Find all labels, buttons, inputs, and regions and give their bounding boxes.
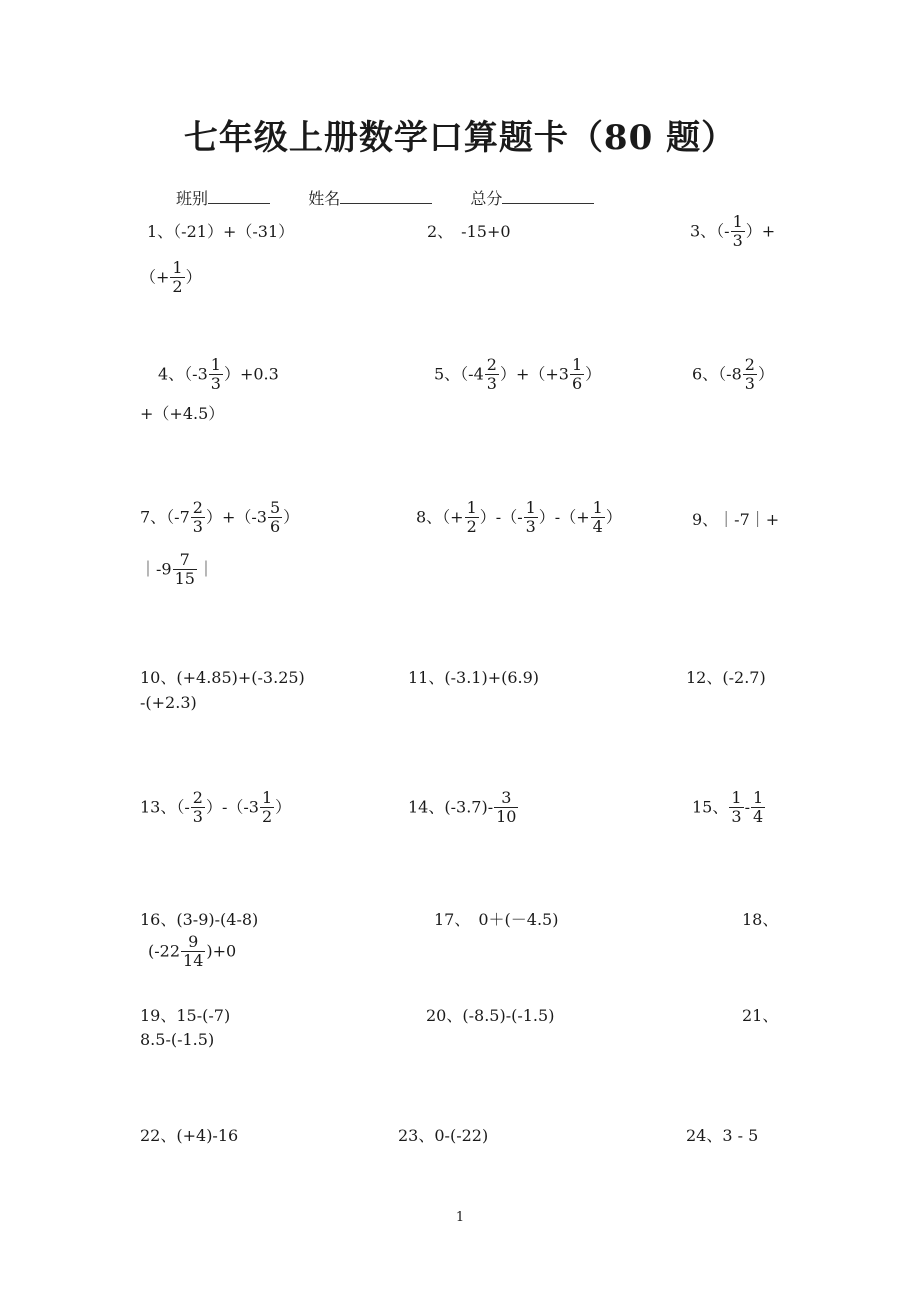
problem-10: 10、(+4.85)+(-3.25): [140, 668, 305, 687]
problem-22: 22、(+4)-16: [140, 1126, 239, 1145]
page-title: 七年级上册数学口算题卡（80 题）: [183, 118, 737, 158]
problem-4: 4、（-3 $\frac{1}{3}$ ）+0.3: [158, 355, 279, 393]
problem-20: 20、(-8.5)-(-1.5): [426, 1006, 555, 1025]
class-blank[interactable]: [208, 189, 270, 204]
problem-19-continued: 8.5-(-1.5): [140, 1030, 215, 1049]
problem-17: 17、 0＋(－4.5): [434, 910, 559, 929]
problem-10-continued: -(+2.3): [140, 693, 197, 712]
score-blank[interactable]: [502, 189, 594, 204]
problem-4-continued: +（+4.5）: [140, 404, 225, 423]
problem-18: 18、: [742, 910, 779, 929]
problem-21: 21、: [742, 1006, 779, 1025]
problem-8: 8、（+ $\frac{1}{2}$ ）-（- $\frac{1}{3}$ ）-（+ $\frac{1}{4}$ ）: [416, 498, 622, 536]
problem-15: 15、 $\frac{1}{3}$ - $\frac{1}{4}$: [692, 788, 764, 826]
problem-9-continued: ｜-9 $\frac{7}{15}$ ｜: [140, 550, 214, 588]
problem-19: 19、15-(-7): [140, 1006, 231, 1025]
problem-24: 24、3 - 5: [686, 1126, 759, 1145]
class-label: 班别: [176, 189, 209, 208]
student-info-fields: [176, 186, 594, 209]
problem-16-continued: (-22 $\frac{9}{14}$ )+0: [148, 932, 237, 970]
problem-2: 2、 -15+0: [427, 222, 511, 241]
problem-11: 11、(-3.1)+(6.9): [408, 668, 540, 687]
problem-3: 3、（- $\frac{1}{3}$ ）+: [690, 212, 776, 250]
name-blank[interactable]: [340, 189, 432, 204]
problem-14: 14、(-3.7)- $\frac{3}{10}$: [408, 788, 517, 826]
problem-7: 7、（-7 $\frac{2}{3}$ ）+（-3 $\frac{5}{6}$ ）: [140, 498, 300, 536]
problem-16: 16、(3-9)-(4-8): [140, 910, 259, 929]
problem-1: 1、（-21）+（-31）: [147, 222, 295, 241]
score-label: 总分: [470, 189, 503, 208]
problem-13: 13、（- $\frac{2}{3}$ ）-（-3 $\frac{1}{2}$ ）: [140, 788, 292, 826]
problem-12: 12、(-2.7): [686, 668, 766, 687]
page-number: 1: [455, 1210, 465, 1225]
name-label: 姓名: [308, 189, 341, 208]
problem-3-continued: （+ $\frac{1}{2}$ ）: [140, 258, 202, 296]
problem-5: 5、（-4 $\frac{2}{3}$ ）+（+3 $\frac{1}{6}$ ）: [434, 355, 602, 393]
problem-9: 9、｜-7｜+: [692, 510, 780, 529]
problem-23: 23、0-(-22): [398, 1126, 489, 1145]
problem-6: 6、（-8 $\frac{2}{3}$ ）: [692, 355, 774, 393]
